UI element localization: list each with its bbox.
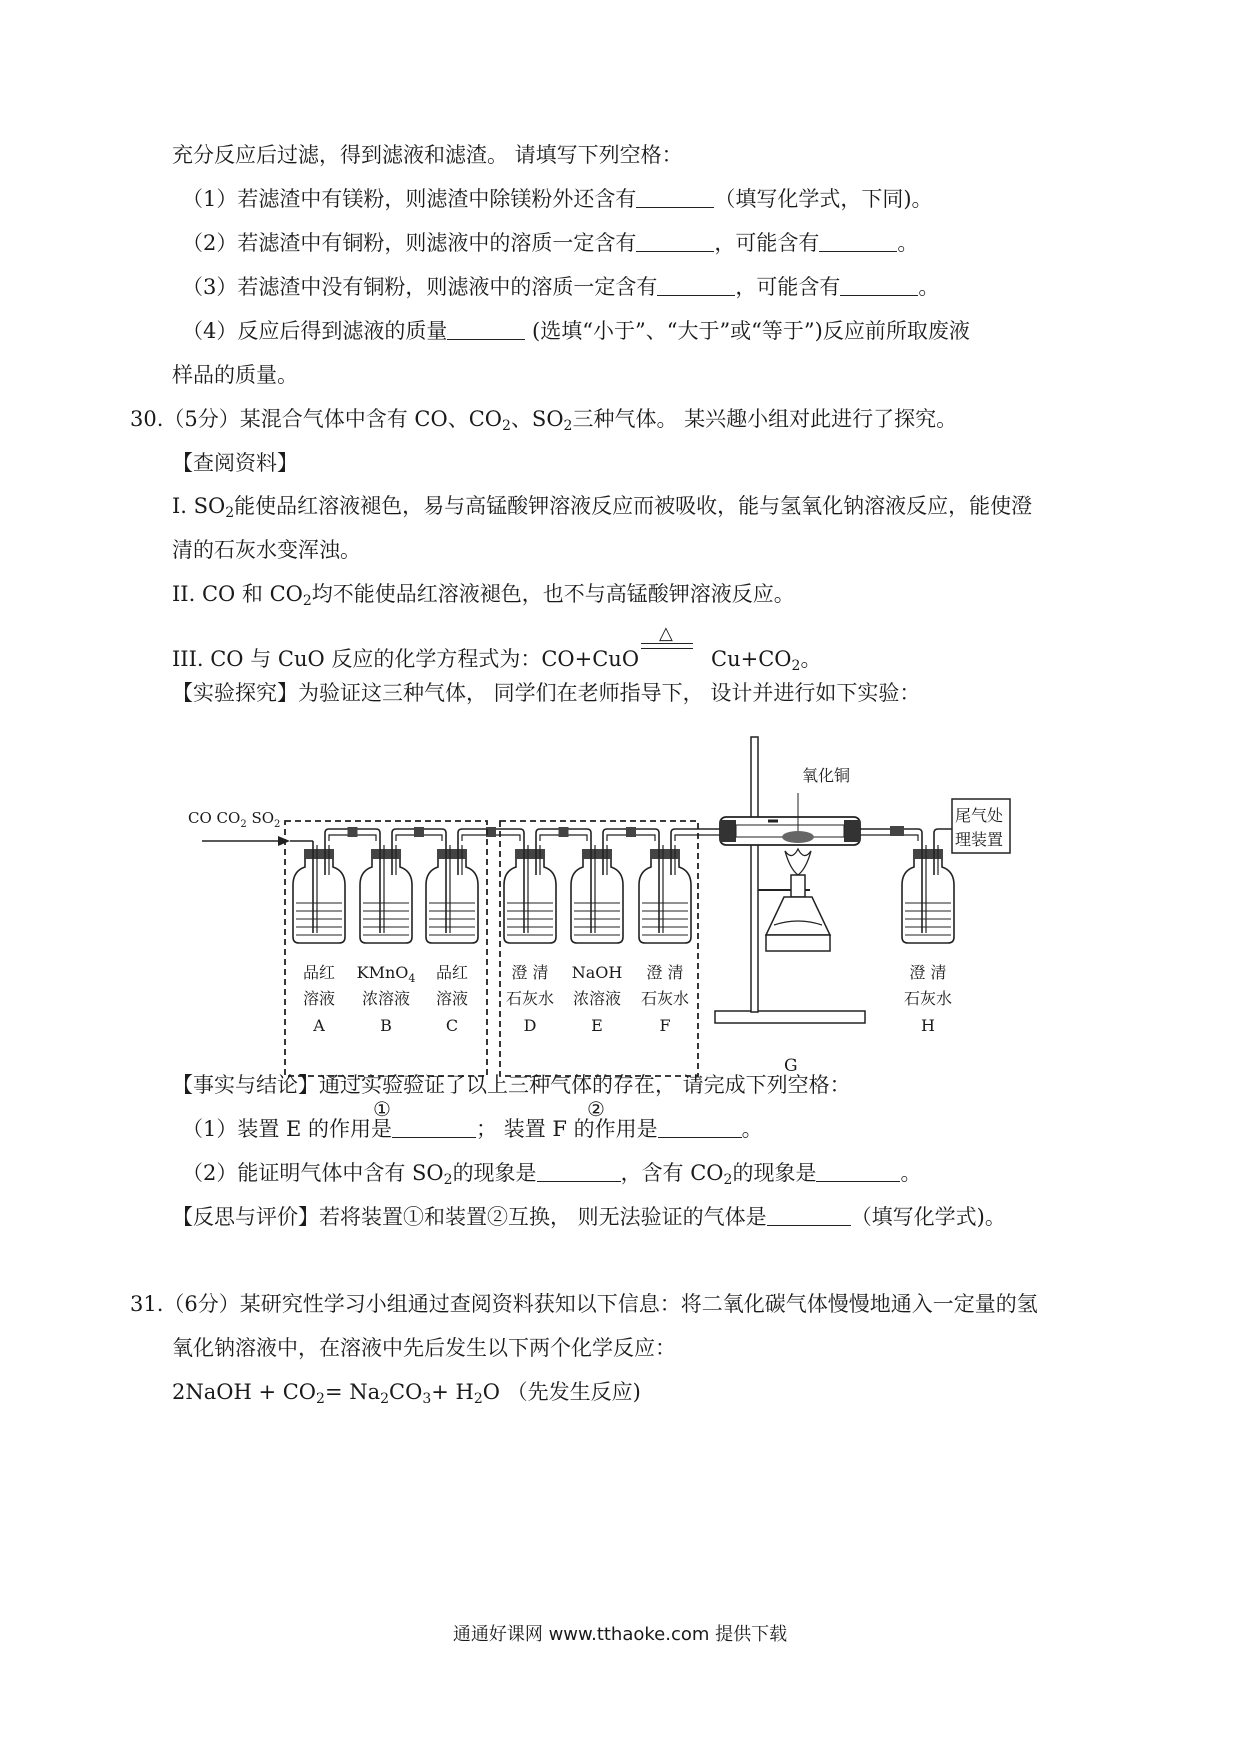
answer-blank[interactable]	[657, 275, 735, 296]
bottle-body	[639, 855, 691, 943]
conclusion-2: （2）能证明气体中含有 $SO_2$的现象是 ，含有 $CO_2$的现象是 。	[182, 1161, 922, 1188]
section-heading-conclusion: 【事实与结论】通过实验验证了以上三种气体的存在， 请完成下列空格：	[172, 1073, 851, 1097]
answer-blank[interactable]	[392, 1117, 476, 1138]
bottle-reagent-label: 品红	[435, 963, 469, 982]
question-4-cont: 样品的质量。	[172, 363, 298, 387]
question-3: （3）若滤渣中没有铜粉，则滤液中的溶质一定含有 ，可能含有 。	[182, 275, 940, 299]
copper-oxide-sample	[782, 831, 814, 843]
apparatus-g-heating	[715, 737, 865, 1076]
burner-neck	[791, 875, 805, 897]
apparatus-letter: G	[784, 1056, 798, 1076]
bottle-letter: F	[659, 1016, 671, 1035]
bottle-letter: A	[313, 1016, 325, 1035]
wash-bottle-f	[639, 841, 691, 1035]
gas-washing-bottles	[293, 841, 954, 1035]
answer-blank[interactable]	[636, 231, 714, 252]
page-footer: 通通好课网 www.tthaoke.com 提供下载	[452, 1624, 788, 1645]
bottle-body	[293, 855, 345, 943]
bottle-letter: D	[523, 1016, 537, 1035]
conclusion-1: （1）装置 E 的作用是 ； 装置 F 的作用是 。	[182, 1117, 763, 1141]
bottle-letter: C	[445, 1016, 459, 1035]
alcohol-lamp	[766, 897, 830, 935]
answer-blank[interactable]	[819, 231, 897, 252]
answer-blank[interactable]	[658, 1117, 742, 1138]
inlet-arrow	[202, 836, 290, 846]
bottle-reagent-label: 澄 清	[646, 963, 684, 982]
bottle-body	[902, 855, 954, 943]
text-line-intro: 充分反应后过滤，得到滤液和滤渣。 请填写下列空格：	[172, 143, 683, 167]
reference-2: II. CO 和 $CO_2$均不能使品红溶液褪色，也不与高锰酸钾溶液反应。	[172, 582, 795, 609]
section-heading-reference: 【查阅资料】	[172, 451, 298, 475]
question-2: （2）若滤渣中有铜粉，则滤液中的溶质一定含有 ，可能含有 。	[182, 231, 919, 255]
bottle-reagent-label: 品红	[302, 963, 336, 982]
problem-30-title: 30.（5分）某混合气体中含有 CO、$CO_2$、$SO_2$三种气体。 某兴趣小组对此进行了探究。	[130, 407, 958, 434]
wash-bottle-h	[902, 841, 954, 1035]
heat-equals-sign: △	[639, 645, 711, 673]
answer-blank[interactable]	[767, 1205, 851, 1226]
bottle-reagent-label: 澄 清	[511, 963, 549, 982]
question-1: （1）若滤渣中有镁粉，则滤渣中除镁粉外还含有 （填写化学式，下同)。	[182, 187, 933, 211]
bottle-reagent-label: 石灰水	[505, 989, 555, 1008]
reference-1-cont: 清的石灰水变浑浊。	[172, 538, 361, 562]
answer-blank[interactable]	[816, 1161, 900, 1182]
reference-3: III. CO 与 CuO 反应的化学方程式为：CO+CuO △ $Cu+CO_2$。	[172, 623, 822, 674]
bottle-reagent-label: 浓溶液	[572, 989, 622, 1008]
bottle-reagent-label: 石灰水	[640, 989, 690, 1008]
answer-blank[interactable]	[537, 1161, 621, 1182]
problem-31-cont: 氧化钠溶液中，在溶液中先后发生以下两个化学反应：	[172, 1336, 676, 1360]
bottle-reagent-label: NaOH	[571, 963, 623, 982]
bottle-reagent-label: 澄 清	[909, 963, 947, 982]
bottle-reagent-label: 溶液	[435, 989, 469, 1008]
bottle-body	[504, 855, 556, 943]
wash-bottle-e	[571, 841, 623, 1035]
wash-bottle-b	[357, 841, 416, 1035]
problem-31-title: 31.（6分）某研究性学习小组通过查阅资料获知以下信息：将二氧化碳气体慢慢地通入一定量的氢	[130, 1292, 1038, 1316]
bottle-reagent-label: 溶液	[302, 989, 336, 1008]
group-label-1: ①	[373, 1097, 391, 1121]
cuo-label: 氧化铜	[802, 766, 851, 785]
group-label-2: ②	[587, 1097, 605, 1121]
stopper-left	[720, 820, 736, 842]
answer-blank[interactable]	[840, 275, 918, 296]
tail-gas-label-2: 理装置	[955, 830, 1004, 849]
answer-blank[interactable]	[636, 187, 714, 208]
wash-bottle-c	[426, 841, 478, 1035]
wash-bottle-d	[504, 841, 556, 1035]
wash-bottle-a	[293, 841, 345, 1035]
reference-1: I. $SO_2$能使品红溶液褪色，易与高锰酸钾溶液反应而被吸收，能与氢氧化钠溶液反应，能使澄	[172, 494, 1033, 521]
section-heading-reflection: 【反思与评价】若将装置①和装置②互换， 则无法验证的气体是 （填写化学式)。	[172, 1205, 1006, 1229]
tail-gas-label-1: 尾气处	[955, 806, 1004, 825]
experiment-apparatus-diagram	[188, 766, 1130, 1165]
bottle-body	[360, 855, 412, 943]
bottle-letter: B	[380, 1016, 392, 1035]
question-4: （4）反应后得到滤液的质量 (选填“小于”、“大于”或“等于”)反应前所取废液	[182, 319, 970, 343]
flame	[785, 849, 811, 875]
stand-rod	[751, 737, 758, 1012]
bottle-letter: E	[591, 1016, 603, 1035]
gas-inlet-label: CO $CO_2$ $SO_2$	[188, 809, 281, 830]
bottle-reagent-label: 浓溶液	[361, 989, 411, 1008]
bottle-reagent-label: 石灰水	[903, 989, 953, 1008]
bottle-letter: H	[921, 1016, 935, 1035]
answer-blank[interactable]	[447, 319, 525, 340]
bottle-reagent-label: KMnO$_4$	[356, 963, 416, 985]
bottle-body	[571, 855, 623, 943]
section-heading-experiment: 【实验探究】为验证这三种气体， 同学们在老师指导下， 设计并进行如下实验：	[172, 681, 921, 705]
stopper-right	[844, 820, 860, 842]
lamp-base	[766, 935, 830, 951]
stand-base	[715, 1011, 865, 1023]
reaction-equation: 2NaOH + $CO_2= Na_2CO_3+ H_2O$ （先发生反应)	[172, 1380, 641, 1407]
bottle-body	[426, 855, 478, 943]
